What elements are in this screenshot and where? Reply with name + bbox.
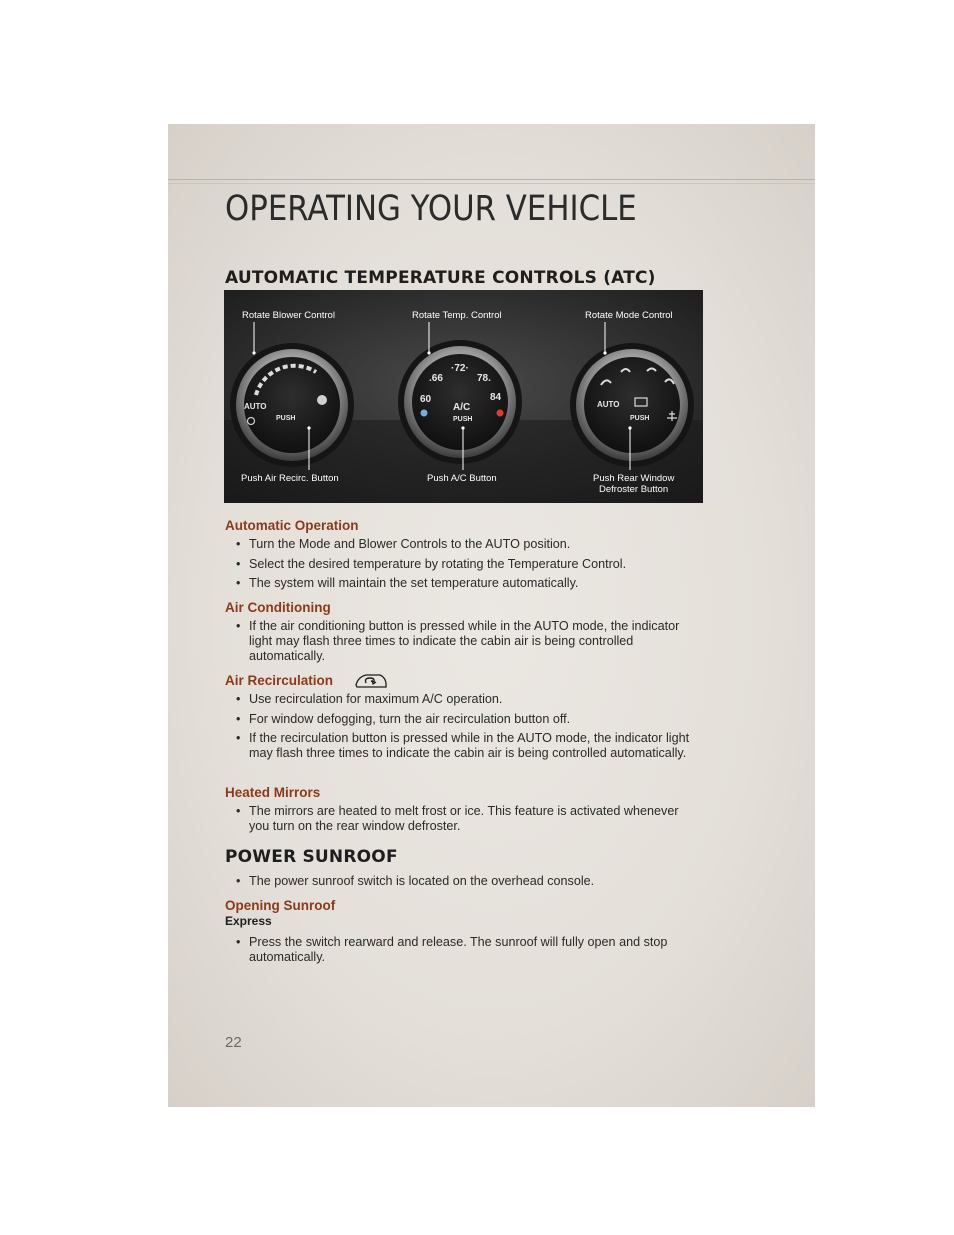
manual-page xyxy=(168,124,815,1107)
air-conditioning-heading: Air Conditioning xyxy=(225,600,331,615)
sunroof-list xyxy=(236,874,698,894)
label-rotate-temp: Rotate Temp. Control xyxy=(412,310,502,321)
knob-temp-66: .66 xyxy=(429,373,443,384)
label-push-rear-1: Push Rear Window xyxy=(593,473,675,484)
air-conditioning-list xyxy=(236,619,698,669)
knob-temp-78: 78. xyxy=(477,373,491,384)
recirculation-icon xyxy=(354,671,388,691)
label-push-ac: Push A/C Button xyxy=(427,473,497,484)
list-item: • Press the switch rearward and release. The sunroof will fully open and stop automatically. xyxy=(236,935,698,965)
list-item: • For window defogging, turn the air recirculation button off. xyxy=(236,712,698,727)
knob-temp-72: ·72· xyxy=(451,363,469,374)
label-push-recirc: Push Air Recirc. Button xyxy=(241,473,339,484)
knob-temp-ac: A/C xyxy=(453,402,471,413)
list-item: • Use recirculation for maximum A/C operation. xyxy=(236,692,698,707)
express-subheading: Express xyxy=(225,914,272,928)
knob-temp-60: 60 xyxy=(420,394,432,405)
list-item: • Select the desired temperature by rotating the Temperature Control. xyxy=(236,557,698,572)
chapter-title: OPERATING YOUR VEHICLE xyxy=(225,189,637,229)
knob-blower-push: PUSH xyxy=(276,415,296,422)
knob-mode-auto: AUTO xyxy=(597,400,620,409)
atc-control-photo xyxy=(224,290,703,503)
knob-mode-push: PUSH xyxy=(630,415,650,422)
list-item: • The mirrors are heated to melt frost or ice. This feature is activated whenever you turn on the rear window defroster. xyxy=(236,804,698,834)
list-item: • The power sunroof switch is located on the overhead console. xyxy=(236,874,698,889)
header-rule-secondary xyxy=(168,183,815,184)
air-recirculation-heading: Air Recirculation xyxy=(225,673,334,688)
knob-temp-84: 84 xyxy=(490,392,502,403)
air-recirculation-list xyxy=(236,692,698,766)
list-item: • Turn the Mode and Blower Controls to the AUTO position. xyxy=(236,537,698,552)
atc-section-title: AUTOMATIC TEMPERATURE CONTROLS (ATC) xyxy=(225,268,656,288)
mode-knob xyxy=(570,343,694,467)
automatic-operation-list xyxy=(236,537,698,596)
header-rule xyxy=(168,179,815,180)
page-number: 22 xyxy=(225,1034,242,1051)
opening-sunroof-heading: Opening Sunroof xyxy=(225,898,336,913)
label-rotate-blower: Rotate Blower Control xyxy=(242,310,335,321)
sunroof-section-title: POWER SUNROOF xyxy=(225,847,398,867)
knob-blower-auto: AUTO xyxy=(244,402,267,411)
heated-mirrors-list xyxy=(236,804,698,839)
opening-sunroof-list xyxy=(236,935,698,970)
knob-temp-push: PUSH xyxy=(453,416,473,423)
label-push-rear-2: Defroster Button xyxy=(599,484,669,495)
list-item: • If the air conditioning button is pressed while in the AUTO mode, the indicator light may flash three times to indicate the cabin air is being controlled automatically. xyxy=(236,619,698,664)
list-item: • If the recirculation button is pressed while in the AUTO mode, the indicator light may flash three times to indicate the cabin air is being controlled automatically. xyxy=(236,731,698,761)
list-item: • The system will maintain the set temperature automatically. xyxy=(236,576,698,591)
label-rotate-mode: Rotate Mode Control xyxy=(585,310,673,321)
automatic-operation-heading: Automatic Operation xyxy=(225,518,359,533)
heated-mirrors-heading: Heated Mirrors xyxy=(225,785,321,800)
